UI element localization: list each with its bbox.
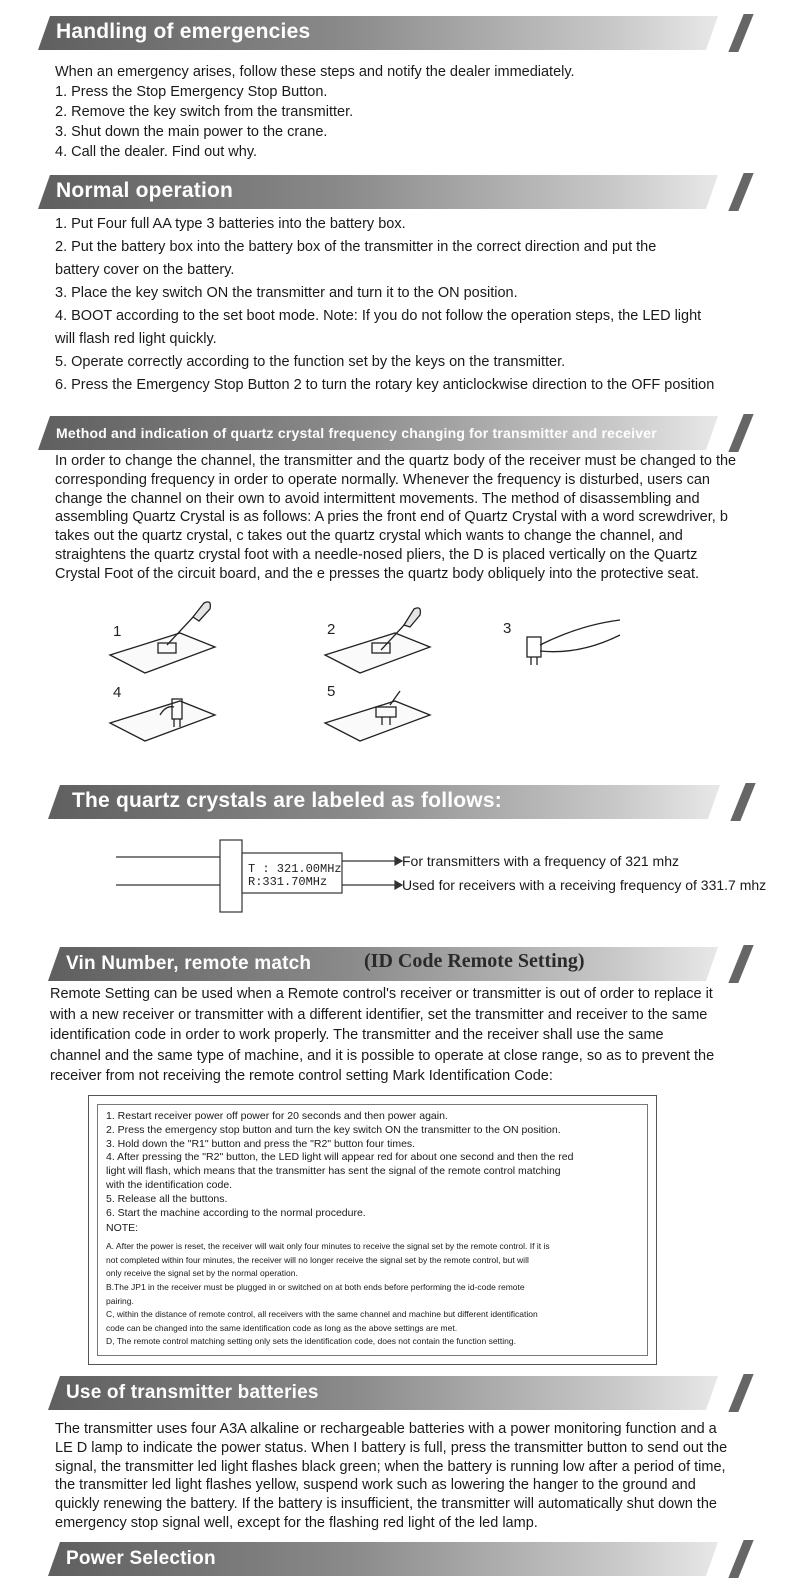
section-header-power — [48, 1542, 718, 1576]
note-label: NOTE: — [106, 1222, 139, 1235]
header-slash-decoration — [728, 173, 753, 211]
box-step: light will flash, which means that the transmitter has sent the signal of the remote control matching — [106, 1165, 561, 1178]
section-header-quartz-labels — [48, 785, 720, 819]
header-slash-decoration — [728, 1374, 753, 1412]
id-code-setting-box — [88, 1095, 657, 1365]
section-title: Method and indication of quartz crystal frequency changing for transmitter and receiver — [56, 425, 657, 441]
note-line: code can be changed into the same identification code as long as the above settings are met. — [106, 1322, 458, 1333]
section-header-quartz-method — [38, 416, 718, 450]
header-slash-decoration — [728, 14, 753, 52]
note-line: C, within the distance of remote control, all receivers with the same channel and machine but different identification — [106, 1309, 538, 1320]
note-line: only receive the signal set by the normal operation. — [106, 1268, 298, 1279]
text-line: will flash red light quickly. — [55, 331, 217, 347]
note-line: not completed within four minutes, the receiver will no longer receive the signal set by the remote control, but will — [106, 1254, 529, 1265]
crystal-body-icon — [220, 840, 242, 912]
step-2-board-icon — [325, 608, 430, 673]
section-subtitle: (ID Code Remote Setting) — [364, 950, 585, 972]
arrow-right-icon — [395, 881, 402, 889]
box-step: 6. Start the machine according to the normal procedure. — [106, 1206, 366, 1219]
text-line: 4. Call the dealer. Find out why. — [55, 144, 258, 160]
receive-note: Used for receivers with a receiving frequency of 331.7 mhz — [402, 877, 767, 893]
section-title: Vin Number, remote match — [66, 953, 312, 974]
crystal-receive-label: R:331.70MHz — [248, 875, 328, 889]
box-step: 4. After pressing the "R2" button, the LED light will appear red for about one second and then the red — [106, 1151, 574, 1164]
step-4-board-icon — [110, 699, 215, 741]
box-step: with the identification code. — [106, 1178, 233, 1191]
header-slash-decoration — [730, 783, 755, 821]
text-line: When an emergency arises, follow these steps and notify the dealer immediately. — [55, 64, 575, 80]
text-line: receiver from not receiving the remote control setting Mark Identification Code: — [50, 1068, 553, 1084]
text-line: 1. Press the Stop Emergency Stop Button. — [55, 84, 328, 100]
text-line: 3. Shut down the main power to the crane. — [55, 124, 328, 140]
text-line: 4. BOOT according to the set boot mode. Note: If you do not follow the operation steps, the LED light — [55, 308, 702, 324]
note-line: pairing. — [106, 1295, 134, 1306]
section-title: The quartz crystals are labeled as follows: — [72, 789, 502, 812]
note-line: D, The remote control matching setting only sets the identification code, does not contain the function setting. — [106, 1336, 516, 1347]
text-line: 3. Place the key switch ON the transmitter and turn it to the ON position. — [55, 285, 518, 301]
section-title: Use of transmitter batteries — [66, 1382, 319, 1403]
header-slash-decoration — [728, 1540, 753, 1578]
box-step: 1. Restart receiver power off power for 20 seconds and then power again. — [106, 1110, 448, 1122]
step-number: 1 — [113, 623, 122, 640]
normal-operation-steps — [55, 213, 714, 397]
text-line: 6. Press the Emergency Stop Button 2 to turn the rotary key anticlockwise direction to the OFF position — [55, 377, 715, 393]
step-1-board-icon — [110, 602, 215, 673]
header-slash-decoration — [728, 414, 753, 452]
text-line: 1. Put Four full AA type 3 batteries into the battery box. — [55, 216, 406, 232]
section-title: Handling of emergencies — [56, 20, 311, 43]
text-line: Remote Setting can be used when a Remote control's receiver or transmitter is out of order to replace it — [50, 986, 713, 1002]
box-step: 3. Hold down the "R1" button and press the "R2" button four times. — [106, 1137, 416, 1150]
note-line: A. After the power is reset, the receiver will wait only four minutes to receive the signal set by the remote control. If it is — [106, 1241, 550, 1252]
text-line: with a new receiver or transmitter with a different identifier, set the transmitter and receiver to the same — [50, 1006, 708, 1023]
quartz-steps-illustration — [100, 595, 660, 770]
step-number: 4 — [113, 684, 122, 701]
step-number: 3 — [503, 620, 512, 637]
section-header-emergencies — [38, 16, 718, 50]
quartz-method-paragraph: In order to change the channel, the transmitter and the quartz body of the receiver must be changed to the corresponding frequency in order to operate normally. Whenever the frequency is disturbed, users can change the channel on their own to avoid intermittent movements. The method of disassembling and assembling Quartz Crystal is as follows: A pries the front end of Quartz Crystal with a word screwdriver, b takes out the quartz crystal, c takes out the quartz crystal which wants to change the channel, and straightens the quartz crystal foot with a needle-nosed pliers, the D is placed vertically on the Quartz Crystal Foot of the circuit board, and the e presses the quartz body obliquely into the protective seat. — [55, 453, 737, 582]
section-header-normal-operation — [38, 175, 718, 209]
transmit-note: For transmitters with a frequency of 321 mhz — [402, 853, 679, 869]
emergencies-steps — [55, 62, 575, 162]
text-line: channel and the same type of machine, and it is possible to operate at close range, so as to prevent the — [50, 1047, 715, 1064]
batteries-paragraph: The transmitter uses four A3A alkaline or rechargeable batteries with a power monitoring function and a LE D lamp to indicate the power status. When I battery is full, press the transmitter button to send out the signal, the transmitter led light flashes black green; when the battery is running low after a period of time, the transmitter led light flashes yellow, suspend work such as lowering the hanger to the ground and quickly renewing the battery. If the battery is insufficient, the transmitter will automatically shut down the emergency stop signal well, except for the flashing red light of the led lamp. — [55, 1421, 728, 1531]
text-line: 2. Remove the key switch from the transmitter. — [55, 104, 354, 120]
arrow-right-icon — [395, 857, 402, 865]
step-number: 2 — [327, 621, 336, 638]
box-step: 5. Release all the buttons. — [106, 1192, 228, 1205]
text-line: 2. Put the battery box into the battery box of the transmitter in the correct direction and put the — [55, 239, 657, 255]
section-title: Normal operation — [56, 179, 234, 202]
header-slash-decoration — [728, 945, 753, 983]
text-line: 5. Operate correctly according to the function set by the keys on the transmitter. — [55, 354, 566, 370]
section-title: Power Selection — [66, 1548, 216, 1569]
quartz-label-diagram — [110, 835, 800, 920]
text-line: battery cover on the battery. — [55, 262, 235, 278]
crystal-transmit-label: T : 321.00MHz — [248, 862, 342, 876]
step-5-board-icon — [325, 691, 430, 741]
text-line: identification code in order to work properly. The transmitter and the receiver shall use the same — [50, 1027, 664, 1043]
step-3-pliers-icon — [527, 620, 620, 665]
note-line: B.The JP1 in the receiver must be plugged in or switched on at both ends before performing the id-code remote — [106, 1281, 525, 1292]
vin-paragraph — [50, 984, 714, 1087]
box-step: 2. Press the emergency stop button and turn the key switch ON the transmitter to the ON position. — [106, 1123, 561, 1136]
step-number: 5 — [327, 683, 336, 700]
section-header-batteries — [48, 1376, 718, 1410]
